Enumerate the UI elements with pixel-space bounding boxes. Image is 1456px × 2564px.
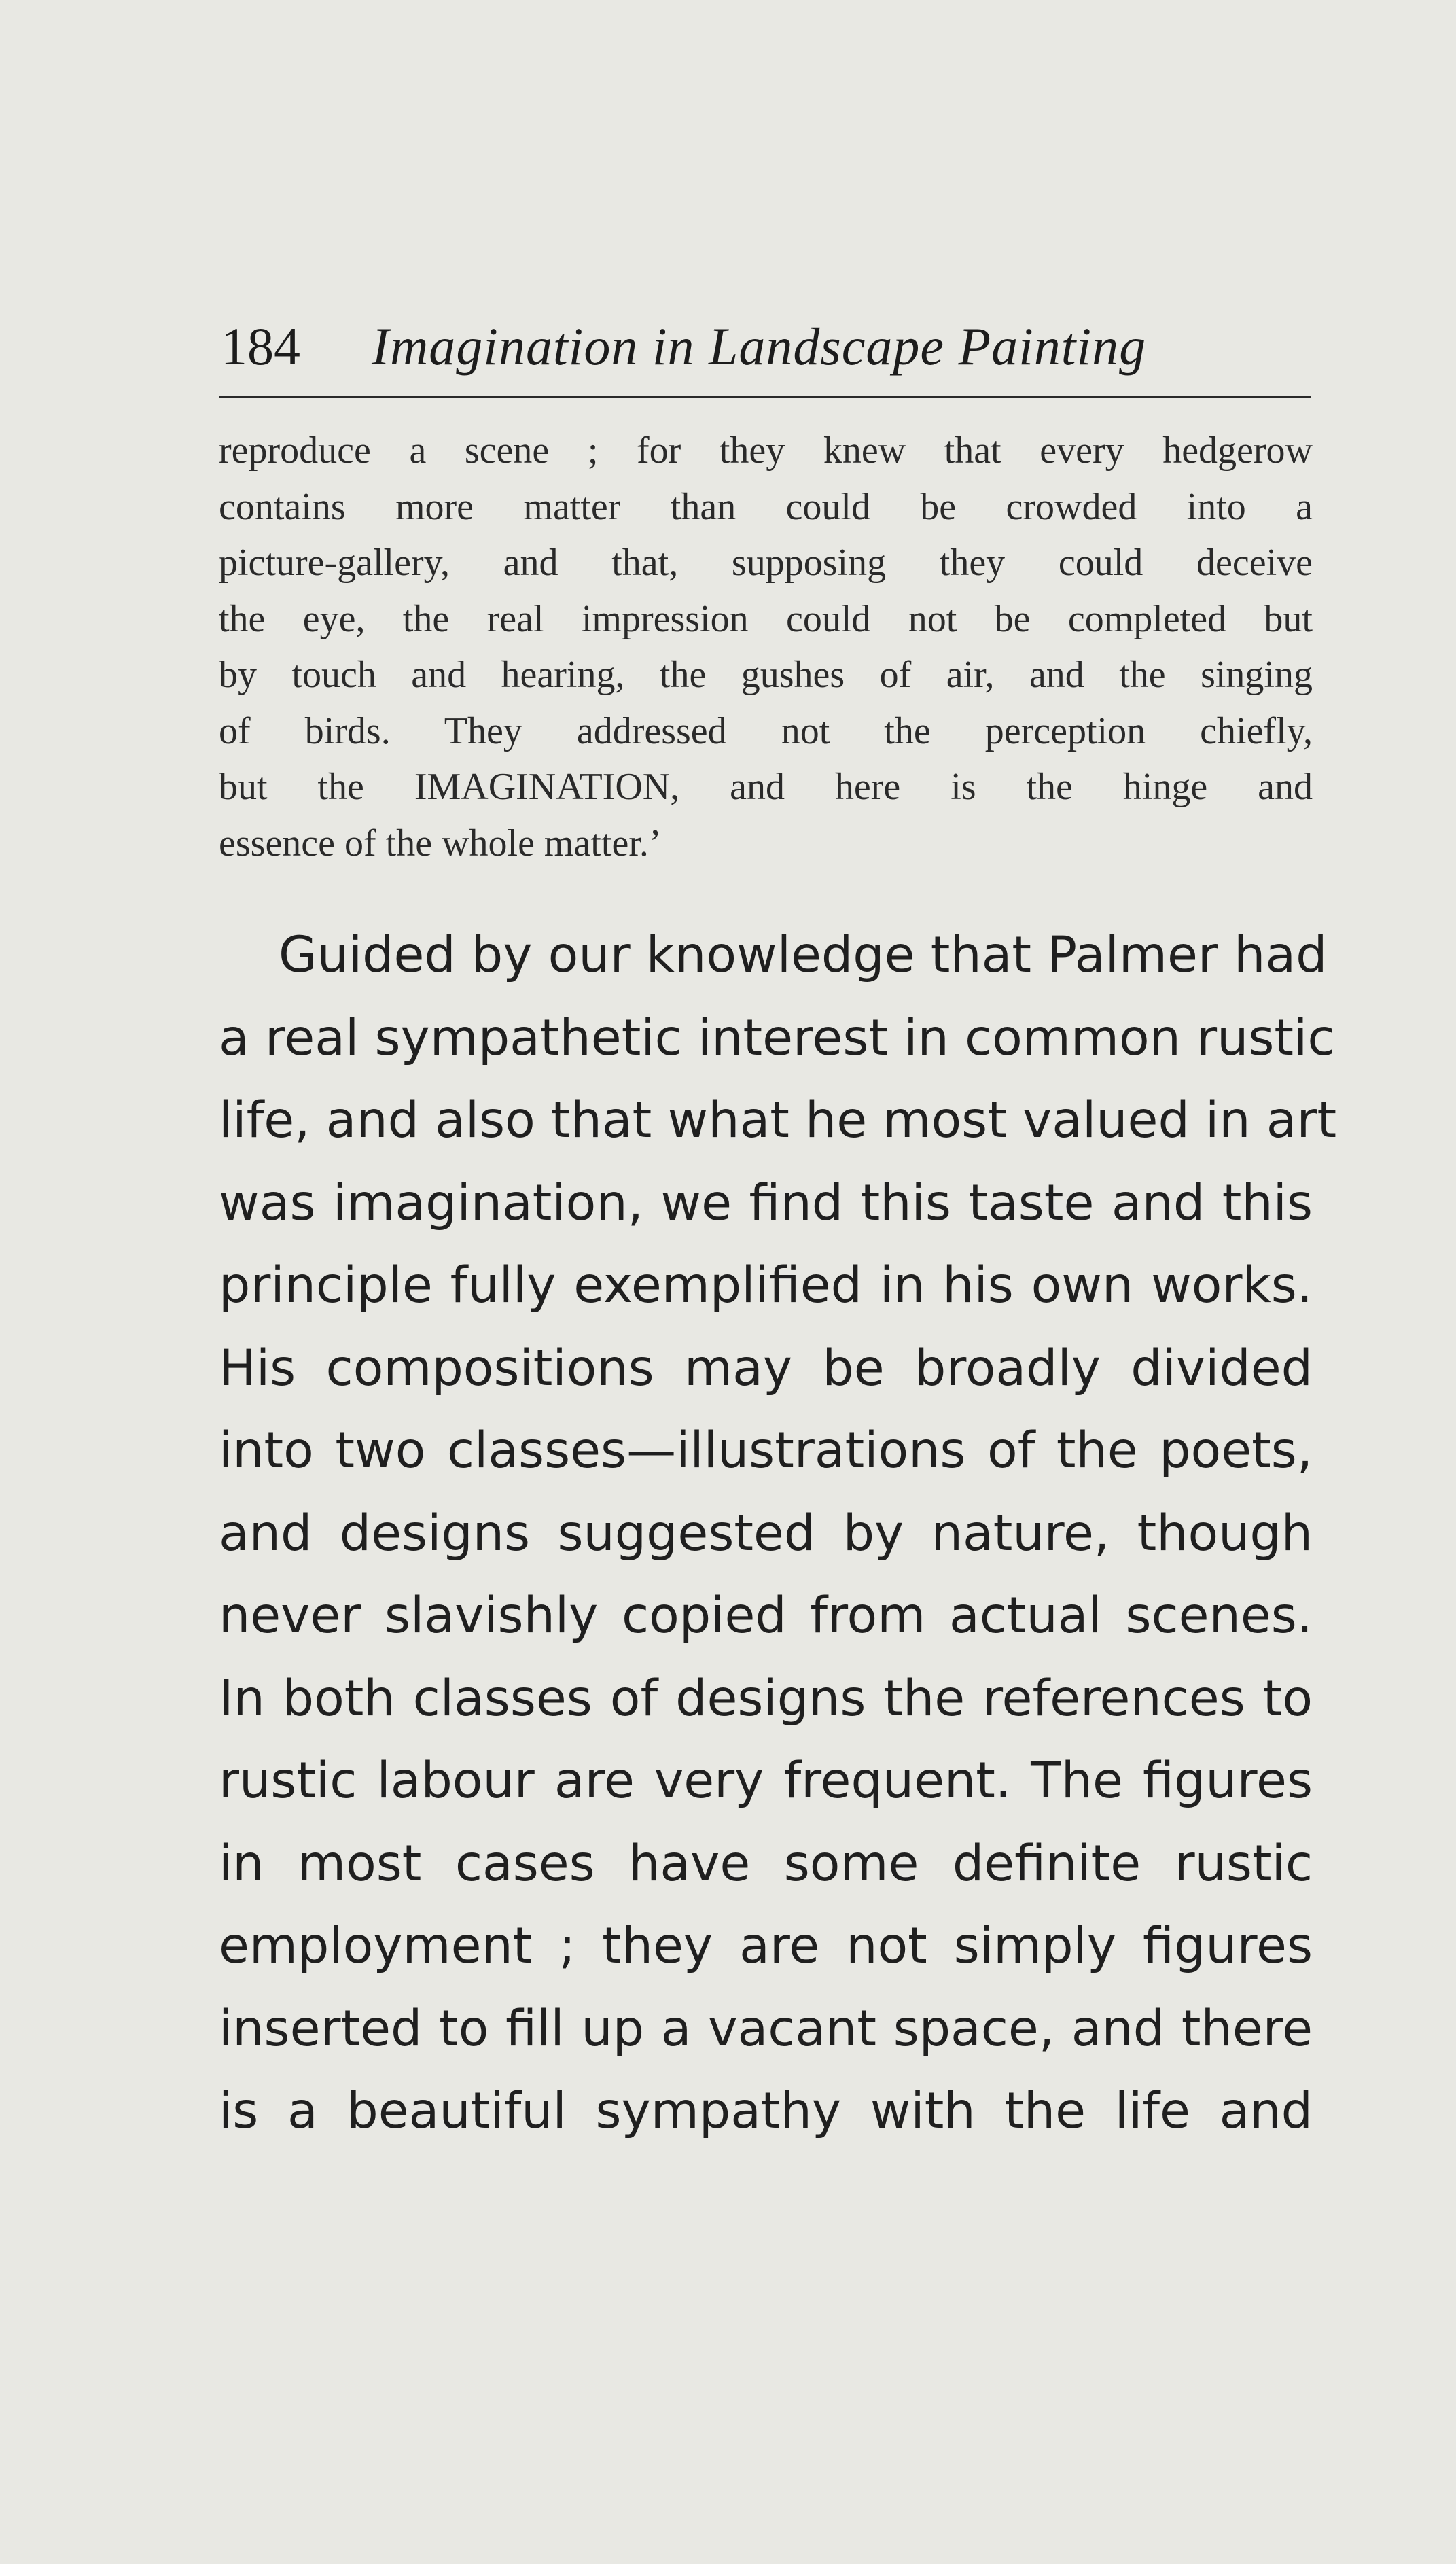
quote-line: essence of the whole matter.’ xyxy=(219,822,662,864)
body-line: never slavishly copied from actual scenes. xyxy=(219,1587,1313,1645)
body-line: into two classes—illustrations of the poets, xyxy=(219,1422,1313,1479)
body-line: In both classes of designs the references to xyxy=(219,1669,1313,1727)
body-line: His compositions may be broadly divided xyxy=(219,1339,1313,1397)
body-line: rustic labour are very frequent. The figures xyxy=(219,1752,1313,1810)
body-paragraph xyxy=(219,914,1337,2153)
quote-line: contains more matter than could be crowded into a xyxy=(219,485,1313,528)
quote-line: the eye, the real impression could not be completed but xyxy=(219,597,1313,640)
quote-line: but the IMAGINATION, and here is the hinge and xyxy=(219,766,1313,808)
body-line: a real sympathetic interest in common rustic xyxy=(219,1008,1335,1067)
quote-line: reproduce a scene ; for they knew that every hedgerow xyxy=(219,429,1313,472)
body-line: principle fully exemplified in his own works. xyxy=(219,1257,1313,1314)
page-number: 184 xyxy=(221,317,300,376)
running-head xyxy=(221,309,1311,384)
body-line: was imagination, we find this taste and this xyxy=(219,1174,1313,1232)
quote-line: of birds. They addressed not the perception chiefly, xyxy=(219,709,1313,752)
header-rule xyxy=(219,396,1311,398)
body-line: inserted to fill up a vacant space, and there xyxy=(219,1999,1313,2058)
body-line: employment ; they are not simply figures xyxy=(219,1917,1313,1975)
body-line: and designs suggested by nature, though xyxy=(219,1504,1313,1562)
body-line: life, and also that what he most valued in art xyxy=(219,1091,1337,1149)
quote-line: by touch and hearing, the gushes of air, and the singing xyxy=(219,654,1313,696)
running-title: Imagination in Landscape Painting xyxy=(372,317,1147,376)
quote-line: picture-gallery, and that, supposing they could deceive xyxy=(219,542,1313,584)
body-line: is a beautiful sympathy with the life and xyxy=(219,2082,1313,2140)
body-line: Guided by our knowledge that Palmer had xyxy=(279,926,1328,984)
quoted-passage xyxy=(219,423,1313,871)
body-line: in most cases have some definite rustic xyxy=(219,1834,1313,1893)
